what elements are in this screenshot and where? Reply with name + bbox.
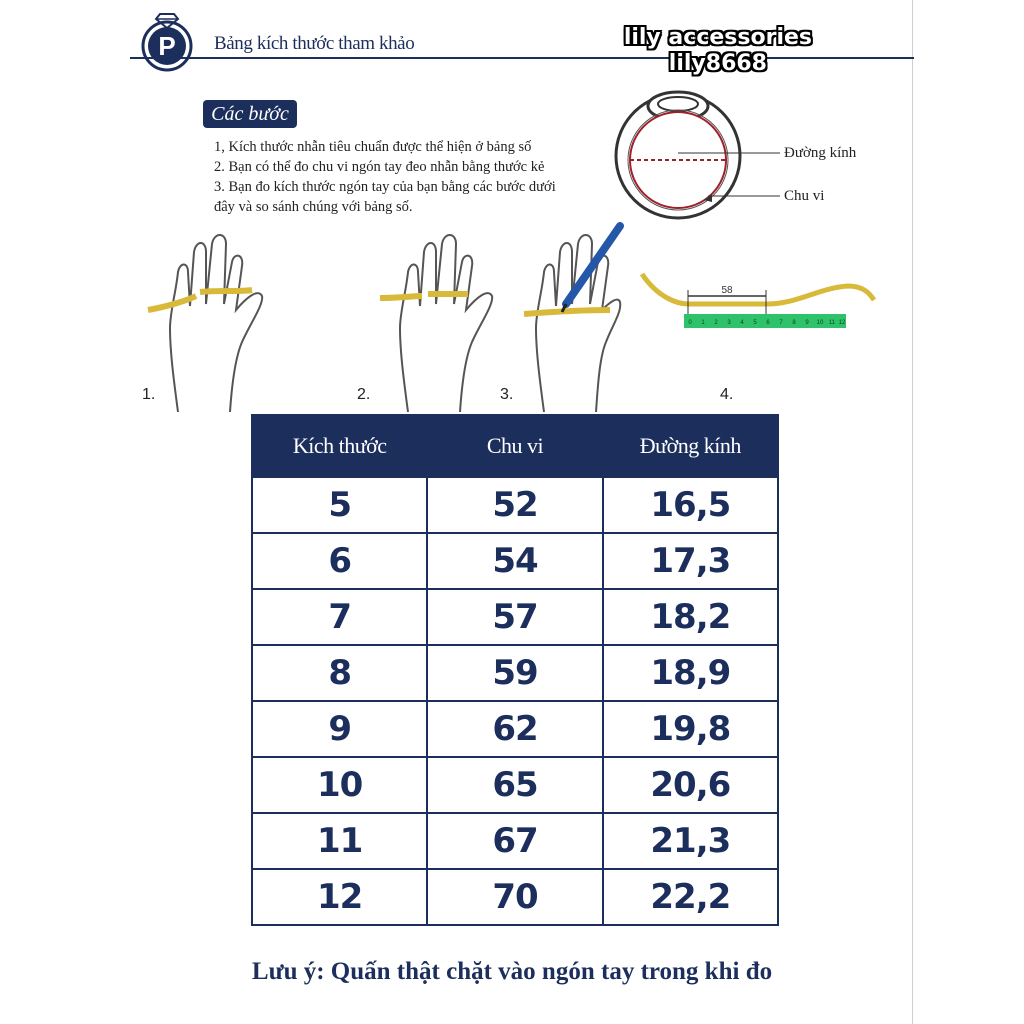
measure-value: 58 <box>721 285 733 296</box>
cell-size: 5 <box>252 477 427 533</box>
svg-text:11: 11 <box>828 320 836 326</box>
cell-size: 9 <box>252 701 427 757</box>
svg-text:6: 6 <box>766 320 770 326</box>
cell-size: 7 <box>252 589 427 645</box>
step-item: 3. Bạn đo kích thước ngón tay của bạn bằng các bước dưới <box>214 179 556 195</box>
cell-size: 6 <box>252 533 427 589</box>
step-number-2: 2. <box>357 386 371 403</box>
cell-diameter: 18,2 <box>603 589 778 645</box>
svg-text:4: 4 <box>740 320 744 326</box>
svg-text:2: 2 <box>714 320 718 326</box>
table-row <box>252 869 778 925</box>
brand-watermark <box>624 25 812 77</box>
step-item: 1, Kích thước nhẫn tiêu chuẩn được thể hiện ở bảng số <box>214 139 532 155</box>
cell-diameter: 17,3 <box>603 533 778 589</box>
svg-text:3: 3 <box>727 320 731 326</box>
cell-circumference: 54 <box>427 533 602 589</box>
ruler-illustration <box>638 268 878 338</box>
cell-diameter: 16,5 <box>603 477 778 533</box>
ring-diagram-icon <box>600 78 780 238</box>
logo-letter: P <box>158 31 176 61</box>
cell-circumference: 62 <box>427 701 602 757</box>
cell-diameter: 21,3 <box>603 813 778 869</box>
table-header-row <box>252 415 778 477</box>
cell-circumference: 67 <box>427 813 602 869</box>
ring-size-table <box>251 414 779 926</box>
step-number-3: 3. <box>500 386 514 403</box>
table-row <box>252 645 778 701</box>
svg-text:10: 10 <box>816 320 824 326</box>
table-row <box>252 701 778 757</box>
brand-name: lily accessories <box>623 25 812 50</box>
page-title: Bảng kích thước tham khảo <box>214 33 415 54</box>
measurement-note: Lưu ý: Quấn thật chặt vào ngón tay trong khi đo <box>251 958 773 985</box>
hand-1-illustration <box>140 232 280 412</box>
steps-list <box>214 137 594 217</box>
cell-circumference: 57 <box>427 589 602 645</box>
step-item: 2. Bạn có thể đo chu vi ngón tay đeo nhẫn bằng thước kẻ <box>214 159 545 175</box>
hand-3-illustration <box>520 222 630 412</box>
svg-text:7: 7 <box>779 320 783 326</box>
step-item: đây và so sánh chúng với bảng số. <box>214 199 413 215</box>
cell-diameter: 20,6 <box>603 757 778 813</box>
cell-size: 11 <box>252 813 427 869</box>
step-number-4: 4. <box>720 386 734 403</box>
cell-diameter: 19,8 <box>603 701 778 757</box>
cell-size: 8 <box>252 645 427 701</box>
svg-text:0: 0 <box>688 320 692 326</box>
svg-text:1: 1 <box>701 320 705 326</box>
cell-circumference: 70 <box>427 869 602 925</box>
cell-circumference: 52 <box>427 477 602 533</box>
circumference-label: Chu vi <box>784 188 825 204</box>
diameter-label: Đường kính <box>784 145 857 161</box>
table-row <box>252 813 778 869</box>
steps-badge: Các bước <box>203 100 297 128</box>
svg-text:9: 9 <box>805 320 809 326</box>
svg-text:8: 8 <box>792 320 796 326</box>
cell-size: 10 <box>252 757 427 813</box>
table-row <box>252 589 778 645</box>
step-number-1: 1. <box>142 386 156 403</box>
cell-diameter: 18,9 <box>603 645 778 701</box>
cell-diameter: 22,2 <box>603 869 778 925</box>
cell-circumference: 65 <box>427 757 602 813</box>
cell-size: 12 <box>252 869 427 925</box>
hand-2-illustration <box>378 232 518 412</box>
table-row <box>252 533 778 589</box>
svg-text:12: 12 <box>838 320 846 326</box>
header-diameter: Đường kính <box>603 415 778 477</box>
svg-text:5: 5 <box>753 320 757 326</box>
brand-code: lily8668 <box>668 51 767 76</box>
table-row <box>252 757 778 813</box>
header-circumference: Chu vi <box>427 415 602 477</box>
logo-icon <box>136 8 202 74</box>
cell-circumference: 59 <box>427 645 602 701</box>
table-row <box>252 477 778 533</box>
header-size: Kích thước <box>252 415 427 477</box>
page-divider <box>912 0 913 1024</box>
